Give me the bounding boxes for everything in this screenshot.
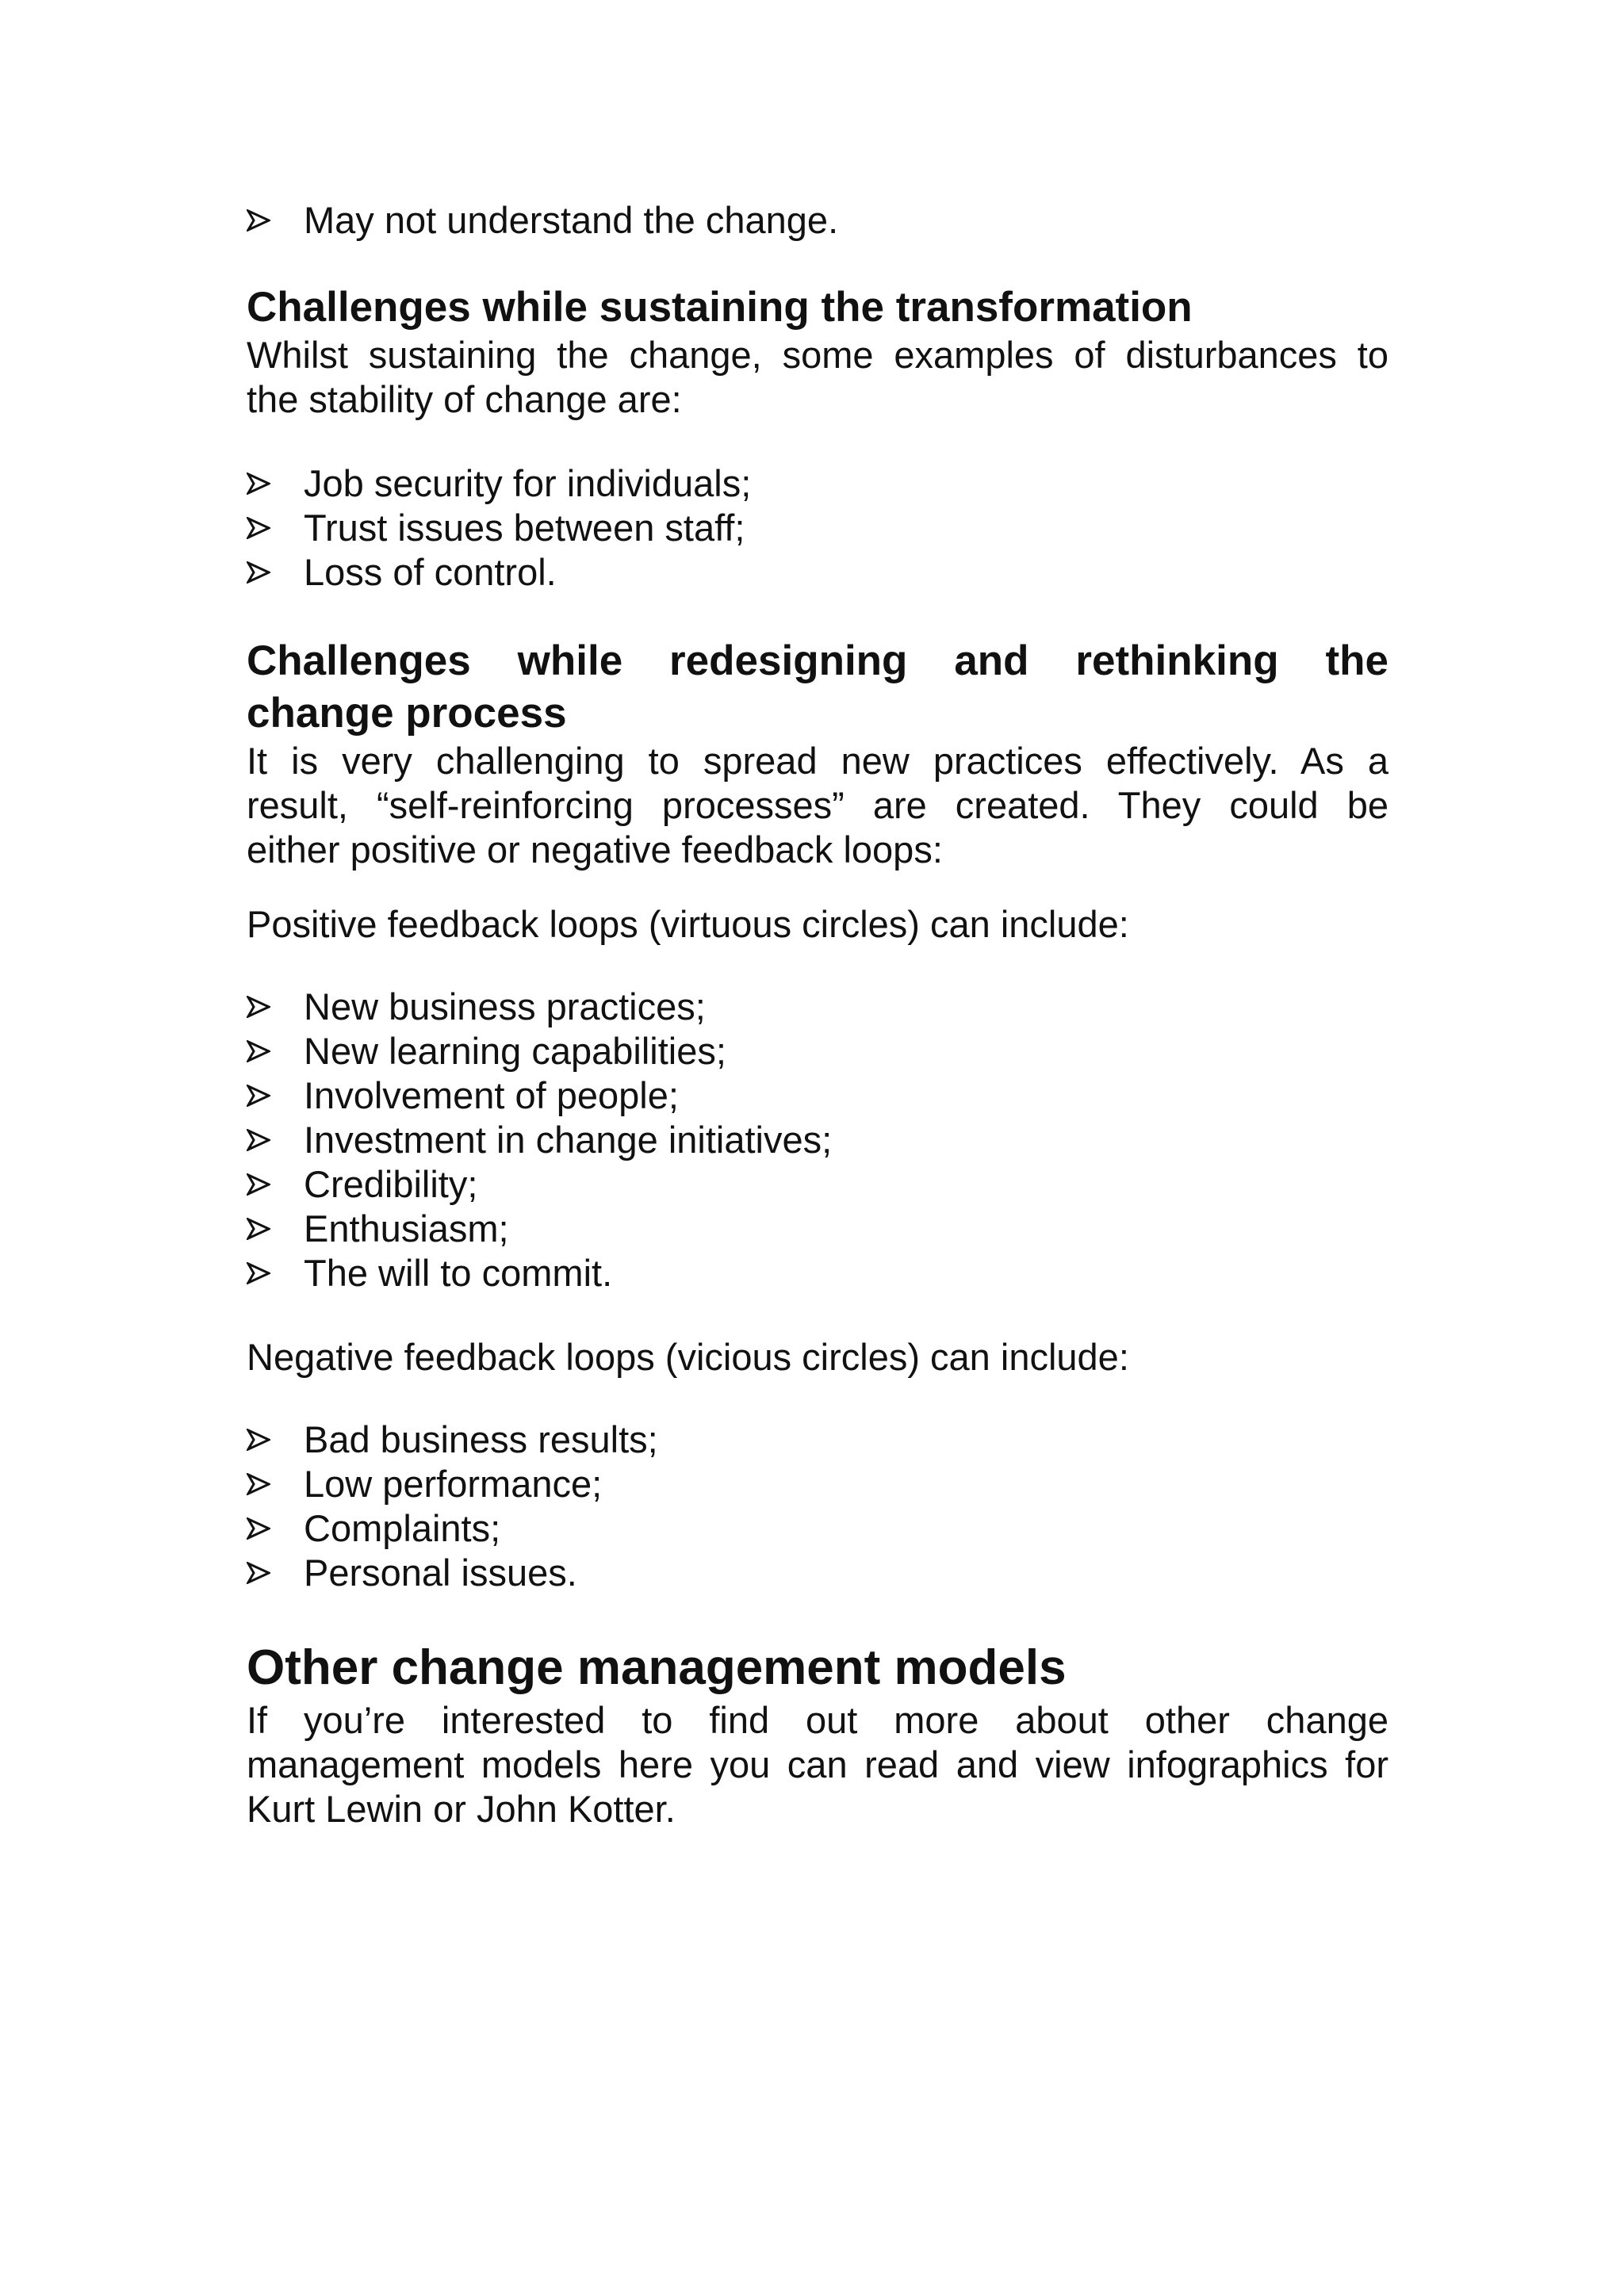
paragraph-line: the stability of change are: bbox=[247, 378, 682, 420]
positive-loops-intro: Positive feedback loops (virtuous circles) can include: bbox=[247, 903, 1129, 945]
heading-word: redesigning bbox=[669, 637, 908, 684]
heading-word: the bbox=[1325, 637, 1388, 684]
arrowhead-bullet-icon bbox=[247, 561, 270, 584]
list-item-text: Complaints; bbox=[304, 1507, 501, 1549]
section-heading-line2: change process bbox=[247, 690, 567, 737]
list-item bbox=[247, 1029, 1388, 1073]
arrowhead-bullet-icon bbox=[247, 517, 270, 539]
list-item-text: Involvement of people; bbox=[304, 1074, 679, 1116]
list-item bbox=[247, 1162, 1388, 1207]
list-item bbox=[247, 198, 1388, 243]
list-item-text: Trust issues between staff; bbox=[304, 507, 745, 549]
list-item-text: Bad business results; bbox=[304, 1418, 658, 1460]
paragraph-line: Kurt Lewin or John Kotter. bbox=[247, 1788, 676, 1830]
arrowhead-bullet-icon bbox=[247, 1429, 270, 1451]
arrowhead-bullet-icon bbox=[247, 1473, 270, 1495]
arrowhead-bullet-icon bbox=[247, 209, 270, 232]
list-item-text: Investment in change initiatives; bbox=[304, 1119, 833, 1161]
paragraph-line: If you’re interested to find out more about other change bbox=[247, 1699, 1388, 1741]
heading-word: and bbox=[954, 637, 1029, 684]
arrowhead-bullet-icon bbox=[247, 1040, 270, 1062]
list-item-text: Personal issues. bbox=[304, 1552, 577, 1594]
list-item bbox=[247, 1418, 1388, 1462]
section-heading-redesigning bbox=[247, 636, 1388, 687]
list-item bbox=[247, 550, 1388, 595]
list-item-text: Enthusiasm; bbox=[304, 1207, 509, 1249]
list-item-text: New learning capabilities; bbox=[304, 1030, 726, 1072]
paragraph-line: management models here you can read and view infographics for bbox=[247, 1743, 1388, 1785]
paragraph-line: It is very challenging to spread new practices effectively. As a bbox=[247, 740, 1388, 782]
arrowhead-bullet-icon bbox=[247, 1262, 270, 1284]
list-item bbox=[247, 1207, 1388, 1251]
arrowhead-bullet-icon bbox=[247, 1517, 270, 1540]
list-item bbox=[247, 1251, 1388, 1295]
list-item bbox=[247, 506, 1388, 550]
section-heading-sustaining: Challenges while sustaining the transformation bbox=[247, 284, 1193, 331]
list-item bbox=[247, 985, 1388, 1029]
paragraph-line: Whilst sustaining the change, some examples of disturbances to bbox=[247, 334, 1388, 376]
list-item bbox=[247, 461, 1388, 506]
arrowhead-bullet-icon bbox=[247, 1129, 270, 1151]
arrowhead-bullet-icon bbox=[247, 1085, 270, 1107]
paragraph-line: result, “self-reinforcing processes” are created. They could be bbox=[247, 784, 1388, 826]
section-heading-other-models: Other change management models bbox=[247, 1640, 1067, 1695]
arrowhead-bullet-icon bbox=[247, 996, 270, 1018]
list-item bbox=[247, 1118, 1388, 1162]
list-item-text: Job security for individuals; bbox=[304, 462, 752, 504]
heading-word: Challenges bbox=[247, 637, 471, 684]
list-item bbox=[247, 1551, 1388, 1595]
list-item bbox=[247, 1462, 1388, 1506]
negative-loops-intro: Negative feedback loops (vicious circles) can include: bbox=[247, 1336, 1129, 1378]
arrowhead-bullet-icon bbox=[247, 1562, 270, 1584]
list-item-text: The will to commit. bbox=[304, 1252, 613, 1294]
list-item-text: Loss of control. bbox=[304, 551, 557, 593]
list-item bbox=[247, 1506, 1388, 1551]
arrowhead-bullet-icon bbox=[247, 1218, 270, 1240]
arrowhead-bullet-icon bbox=[247, 473, 270, 495]
paragraph-line: either positive or negative feedback loops: bbox=[247, 828, 943, 871]
list-item-text: Credibility; bbox=[304, 1163, 478, 1205]
list-item-text: Low performance; bbox=[304, 1463, 603, 1505]
heading-word: rethinking bbox=[1075, 637, 1279, 684]
list-item bbox=[247, 1073, 1388, 1118]
heading-word: while bbox=[517, 637, 623, 684]
list-item-text: May not understand the change. bbox=[304, 199, 839, 241]
arrowhead-bullet-icon bbox=[247, 1173, 270, 1196]
list-item-text: New business practices; bbox=[304, 985, 706, 1027]
